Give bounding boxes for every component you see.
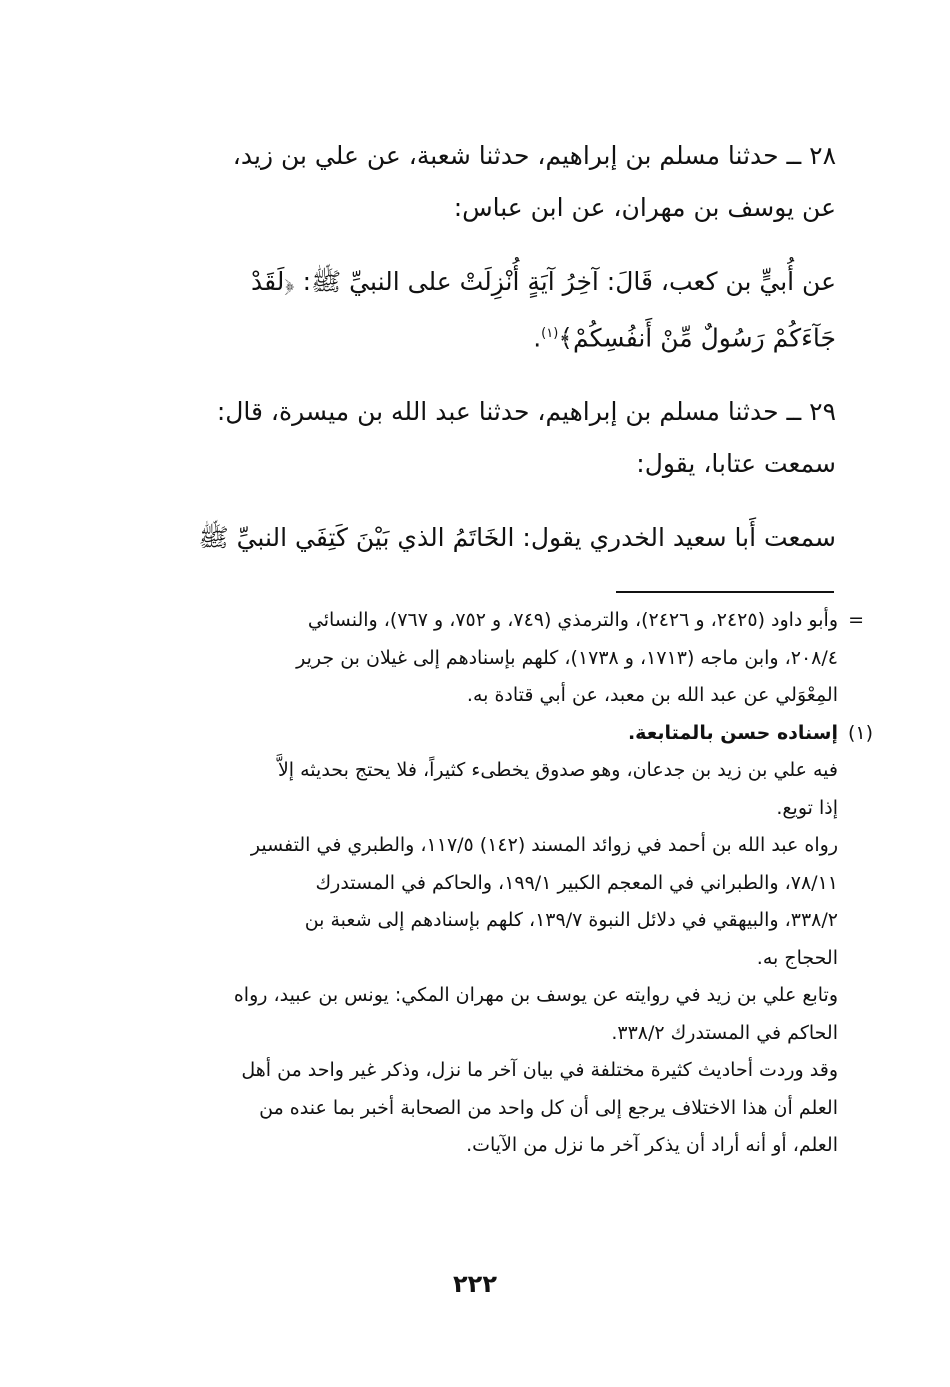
footnote-1-line-10: العلم أن هذا الاختلاف يرجع إلى أن كل واحد من الصحابة أخبر بما عنده من [259, 1096, 838, 1119]
continuation-marker: = [848, 609, 864, 631]
footnote-1-line-9: وقد وردت أحاديث كثيرة مختلفة في بيان آخر ما نزل، وذكر غير واحد من أهل [241, 1059, 838, 1081]
footnote-1-heading: إسناده حسن بالمتابعة. [627, 721, 838, 744]
hadith-28-intro-line-1: ٢٨ ــ حدثنا مسلم بن إبراهيم، حدثنا شعبة، عن علي بن زيد، [232, 141, 836, 170]
footnote-1-line-1: فيه علي بن زيد بن جدعان، وهو صدوق يخطىء كثيراً، فلا يحتج بحديثه إلاَّ [277, 759, 838, 781]
main-text [112, 130, 836, 564]
footnote-1-line-7: وتابع علي بن زيد في روايته عن يوسف بن مهران المكي: يونس بن عبيد، رواه [233, 984, 838, 1006]
footnote-1-line-5: ٣٣٨/٢، والبيهقي في دلائل النبوة ١٣٩/٧، كلهم بإسنادهم إلى شعبة بن [304, 909, 838, 931]
hadith-28-text-line-1: عن أُبيٍّ بن كعب، قَالَ: آخِرُ آيَةٍ أُنْزِلَتْ على النبيِّ ﷺ: ﴿لَقَدْ [251, 267, 836, 296]
footnote-text: وأبو داود (٢٤٢٥، و ٢٤٢٦)، والترمذي (٧٤٩، و ٧٥٢، و ٧٦٧)، والنسائي [307, 609, 838, 631]
spacer [112, 364, 836, 386]
hadith-29-intro-line-2: سمعت عتابا، يقول: [636, 449, 836, 479]
footnote-1-number: (١) [847, 721, 873, 744]
footnote-1-line-4: ٧٨/١١، والطبراني في المعجم الكبير ١٩٩/١، والحاكم في المستدرك [315, 871, 838, 894]
footnote-1-line-6: الحجاج به. [756, 946, 838, 969]
footnote-1-line-2: إذا تويع. [776, 796, 838, 819]
footnote-continuation-line-2: ٢٠٨/٤، وابن ماجه (١٧١٣، و ١٧٣٨)، كلهم بإسنادهم إلى غيلان بن جرير [296, 646, 838, 669]
footnote-1-line-8: الحاكم في المستدرك ٣٣٨/٢. [611, 1021, 838, 1044]
page-number: ٢٢٢ [453, 1270, 497, 1298]
hadith-28-text-line-2 [112, 308, 836, 364]
quran-verse: جَآءَكُمْ رَسُولٌ مِّنْ أَنفُسِكُمْ﴾ [558, 323, 836, 353]
footnote-continuation-line-3: المِعْوَلي عن عبد الله بن معبد، عن أبي قتادة به. [466, 684, 838, 706]
footnote-1-heading-line [110, 715, 873, 753]
footnote-1-line-3: رواه عبد الله بن أحمد في زوائد المسند (١٤٢) ١١٧/٥، والطبري في التفسير [250, 834, 838, 856]
spacer [112, 490, 836, 512]
footnote-separator [616, 591, 834, 593]
spacer [112, 234, 836, 256]
hadith-29-intro-line-1: ٢٩ ــ حدثنا مسلم بن إبراهيم، حدثنا عبد الله بن ميسرة، قال: [216, 397, 836, 427]
footnote-marker: (١) [541, 326, 559, 341]
footnote-1-line-11: العلم، أو أنه أراد أن يذكر آخر ما نزل من الآيات. [466, 1134, 838, 1156]
hadith-29-text-line-1: سمعت أَبا سعيد الخدري يقول: الخَاتَمُ الذي بَيْنَ كَتِفَي النبيِّ ﷺ [198, 523, 836, 553]
footnotes [110, 602, 873, 1165]
footnote-continuation-line-1 [110, 602, 864, 640]
hadith-28-intro-line-2: عن يوسف بن مهران، عن ابن عباس: [453, 193, 836, 222]
period: . [533, 323, 542, 353]
